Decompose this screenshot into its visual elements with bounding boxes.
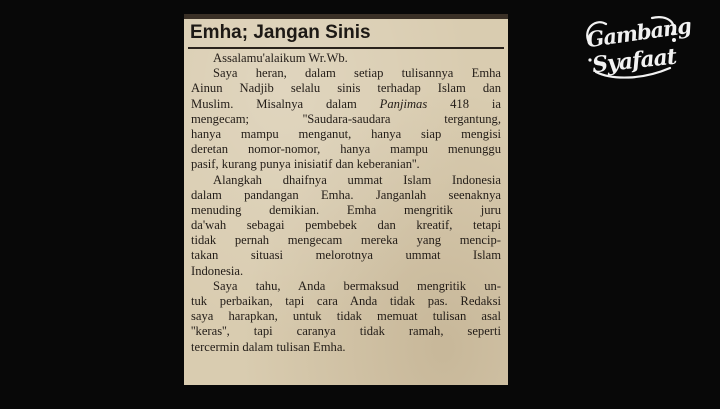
letter-line: Assalamu'alaikum Wr.Wb.	[213, 51, 348, 65]
letter-line: Indonesia.	[191, 263, 244, 278]
letter-line: tercermin dalam tulisan Emha.	[191, 339, 346, 354]
logo-text-line1: Gambang	[584, 12, 693, 53]
letter-line: menuding demikian. Emha mengritik juru	[191, 202, 501, 217]
letter-line: hanya mampu menganut, hanya siap mengisi	[191, 126, 501, 141]
brand-logo	[582, 10, 693, 82]
letter-line: Muslim. Misalnya dalam Panjimas 418 ia	[191, 96, 501, 111]
letter-line: mengecam; ''Saudara-saudara tergantung,	[191, 111, 501, 126]
letter-line: tidak pernah mengecam mereka yang mencip-	[191, 233, 501, 248]
letter-line: saya harapkan, untuk tidak memuat tulisan asal	[191, 309, 501, 324]
letter-line: tuk perbaikan, tapi cara Anda tidak pas. Redaksi	[191, 294, 501, 308]
headline: Emha; Jangan Sinis	[190, 22, 371, 43]
letter-body	[191, 51, 501, 355]
newspaper-clipping	[184, 14, 508, 385]
letter-line: da'wah sebagai pembebek dan kreatif, tetapi	[191, 218, 501, 233]
letter-line: ''keras'', tapi caranya tidak ramah, seperti	[191, 324, 501, 339]
letter-line: Saya heran, dalam setiap tulisannya Emha	[213, 66, 501, 81]
letter-line: dalam pandangan Emha. Janganlah seenaknya	[191, 187, 501, 202]
letter-line: Ainun Nadjib selalu sinis terhadap Islam dan	[191, 81, 501, 96]
letter-line: takan situasi melorotnya ummat Islam	[191, 248, 501, 263]
letter-line: pasif, kurang punya inisiatif dan keberanian''.	[191, 157, 420, 172]
headline-rule	[188, 47, 504, 49]
letter-line: Saya tahu, Anda bermaksud mengritik un-	[213, 278, 501, 293]
top-rule	[184, 14, 508, 19]
letter-line: Alangkah dhaifnya ummat Islam Indonesia	[213, 172, 501, 187]
logo-text-line2: Syafaat	[590, 43, 678, 79]
letter-line: deretan nomor-nomor, hanya mampu menunggu	[191, 142, 501, 157]
